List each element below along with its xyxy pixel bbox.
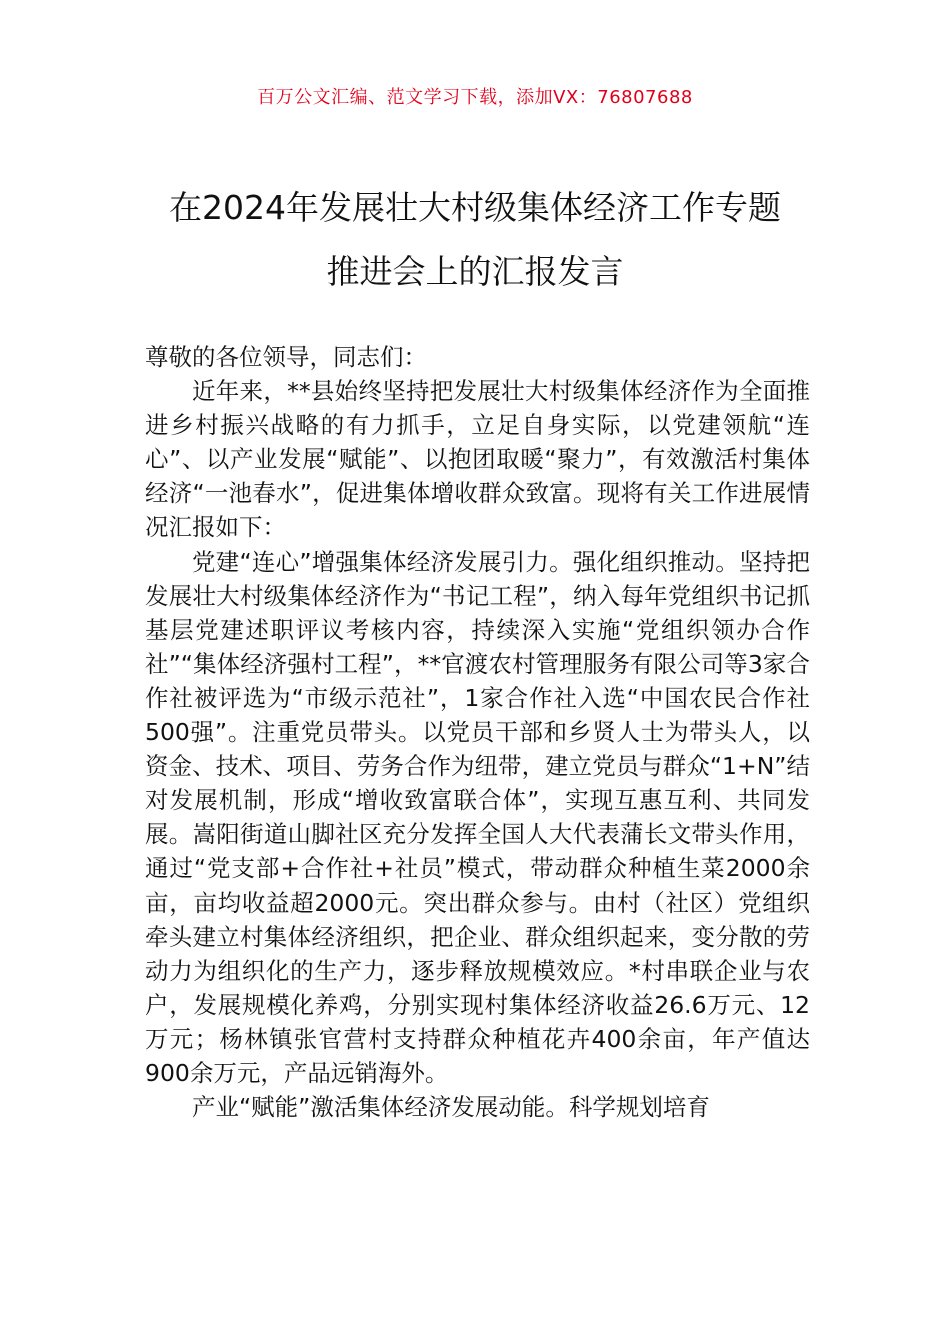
title-line-2: 推进会上的汇报发言 (326, 252, 624, 291)
document-title (120, 176, 830, 304)
title-line-1: 在2024年发展壮大村级集体经济工作专题 (169, 188, 781, 227)
salutation: 尊敬的各位领导，同志们： (145, 343, 427, 371)
paragraph-party-building: 党建“连心”增强集体经济发展引力。强化组织推动。坚持把发展壮大村级集体经济作为“书记工程”，纳入每年党组织书记抓基层党建述职评议考核内容，持续深入实施“党组织领办合作社”“集体经济强村工程”，**官渡农村管理服务有限公司等3家合作社被评选为“市级示范社”，1家合作社入选“中国农民合作社500强”。注重党员带头。以党员干部和乡贤人士为带头人，以资金、技术、项目、劳务合作为纽带，建立党员与群众“1+N”结对发展机制，形成“增收致富联合体”，实现互惠互利、共同发展。嵩阳街道山脚社区充分发挥全国人大代表蒲长文带头作用，通过“党支部+合作社+社员”模式，带动群众种植生菜2000余亩，亩均收益超2000元。突出群众参与。由村（社区）党组织牵头建立村集体经济组织，把企业、群众组织起来，变分散的劳动力为组织化的生产力，逐步释放规模效应。*村串联企业与农户，发展规模化养鸡，分别实现村集体经济收益26.6万元、12万元；杨林镇张官营村支持群众种植花卉400余亩，年产值达900余万元，产品远销海外。 (145, 547, 810, 1087)
header-promo-note: 百万公文汇编、范文学习下载，添加VX：76807688 (257, 87, 693, 108)
document-body (145, 340, 810, 1124)
paragraph-intro: 近年来，**县始终坚持把发展壮大村级集体经济作为全面推进乡村振兴战略的有力抓手，立足自身实际，以党建领航“连心”、以产业发展“赋能”、以抱团取暖“聚力”，有效激活村集体经济“一池春水”，促进集体增收群众致富。现将有关工作进展情况汇报如下： (145, 377, 810, 542)
paragraph-industry: 产业“赋能”激活集体经济发展动能。科学规划培育 (192, 1093, 710, 1122)
